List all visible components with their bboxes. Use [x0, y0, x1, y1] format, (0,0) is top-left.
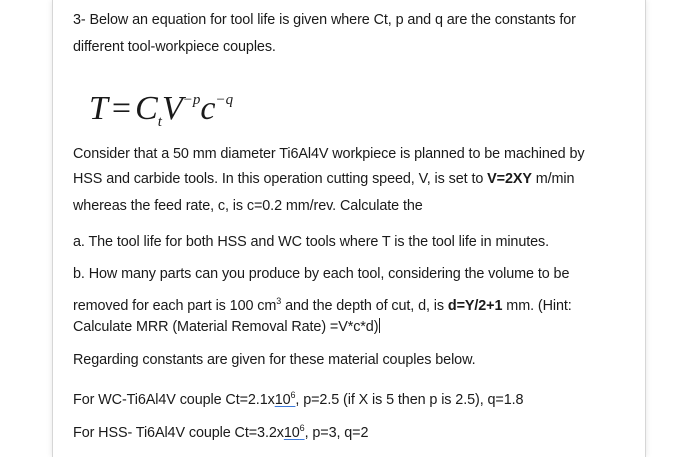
part-a: a. The tool life for both HSS and WC tools where T is the tool life in minutes. — [73, 234, 550, 250]
intro-line-1: 3- Below an equation for tool life is given where Ct, p and q are the constants for — [73, 12, 576, 28]
part-b-line-2-post: mm. (Hint: — [502, 298, 572, 314]
cutting-speed-value: V=2XY — [487, 171, 532, 187]
wc-power-of-ten — [275, 392, 296, 408]
part-b-line-3-text: Calculate MRR (Material Removal Rate) =V*c*d) — [73, 319, 379, 335]
consider-line-2-pre: HSS and carbide tools. In this operation cutting speed, V, is set to — [73, 171, 488, 187]
regarding-line: Regarding constants are given for these material couples below. — [73, 352, 476, 368]
wc-pre: For WC-Ti6Al4V couple Ct=2.1x — [73, 392, 275, 408]
consider-line-3: whereas the feed rate, c, is c=0.2 mm/rev. Calculate the — [73, 198, 423, 214]
part-b-line-2 — [73, 292, 572, 315]
wc-post: , p=2.5 (if X is 5 then p is 2.5), q=1.8 — [295, 392, 524, 408]
consider-line-2 — [73, 170, 574, 188]
hss-pre: For HSS- Ti6Al4V couple Ct=3.2x — [73, 425, 284, 441]
tool-life-equation — [89, 80, 233, 142]
consider-line-1: Consider that a 50 mm diameter Ti6Al4V workpiece is planned to be machined by — [73, 146, 585, 162]
wc-exponent: 6 — [290, 390, 296, 400]
equation-speed: V — [161, 90, 183, 127]
part-b-line-3 — [73, 318, 380, 336]
consider-line-2-post: m/min — [531, 171, 575, 187]
equation-coefficient: C — [135, 90, 158, 127]
part-b-line-2-pre: removed for each part is 100 cm — [73, 298, 277, 314]
equation-feed-exponent: −q — [215, 92, 234, 108]
equation-speed-exponent: −p — [182, 92, 201, 108]
equation-lhs: T — [89, 90, 108, 127]
text-cursor — [379, 318, 380, 333]
depth-of-cut-value: d=Y/2+1 — [447, 298, 503, 314]
equation-coefficient-sub: t — [157, 114, 162, 130]
part-b-line-2-mid: and the depth of cut, d, is — [281, 298, 448, 314]
part-b-line-1: b. How many parts can you produce by each tool, considering the volume to be — [73, 266, 570, 282]
equation-feed: c — [200, 90, 216, 127]
hss-power-of-ten — [284, 425, 305, 441]
hss-constants-line — [73, 419, 368, 442]
intro-line-2: different tool-workpiece couples. — [73, 39, 276, 55]
equation-equals: = — [111, 90, 132, 127]
document-page — [52, 0, 646, 457]
hss-base: 10 — [283, 425, 300, 441]
wc-constants-line — [73, 386, 523, 409]
wc-base: 10 — [274, 392, 291, 408]
hss-exponent: 6 — [299, 423, 305, 433]
hss-post: , p=3, q=2 — [304, 425, 369, 441]
cubic-superscript: 3 — [276, 296, 282, 306]
